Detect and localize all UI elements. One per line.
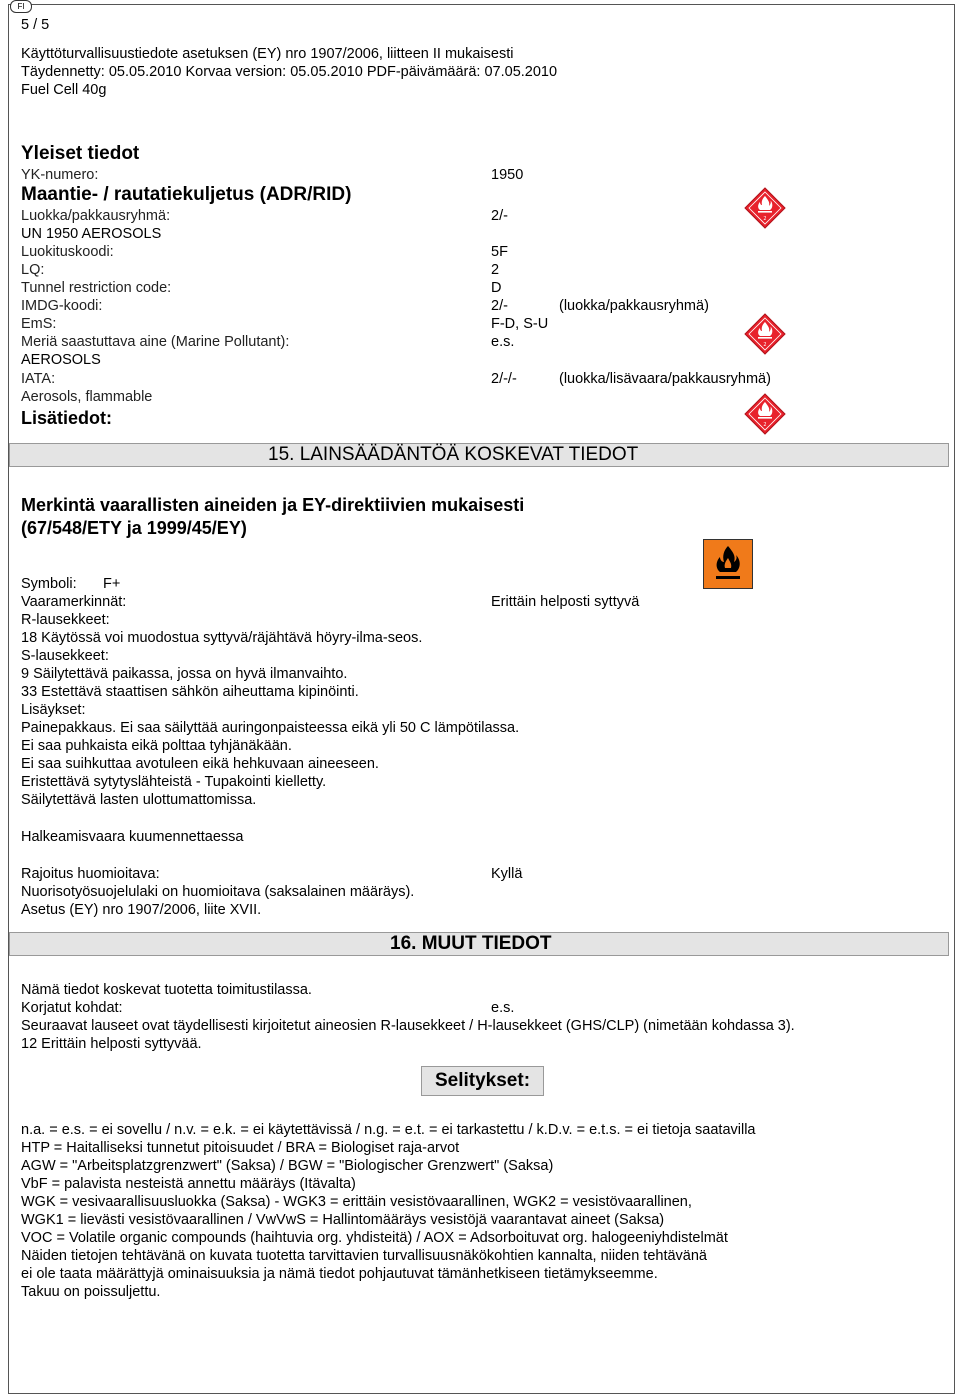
delivery-state-note: Nämä tiedot koskevat tuotetta toimitustilassa. [21, 982, 312, 998]
s-phrase-9: 9 Säilytettävä paikassa, jossa on hyvä ilmanvaihto. [21, 666, 348, 682]
language-badge: FI [10, 0, 32, 13]
youth-protection-note: Nuorisotyösuojelulaki on huomioitava (saksalainen määräys). [21, 884, 415, 900]
legend-line: ei ole taata määrättyjä ominaisuuksia ja nämä tiedot pohjautuvat tämänhetkiseen tietämykseemme. [21, 1266, 658, 1282]
legend-line: AGW = "Arbeitsplatzgrenzwert" (Saksa) / BGW = "Biologischer Grenzwert" (Saksa) [21, 1158, 554, 1174]
ems-value: F-D, S-U [491, 316, 549, 332]
corrected-sections-value: e.s. [491, 1000, 515, 1016]
imdg-note: (luokka/pakkausryhmä) [559, 298, 709, 314]
flame-diamond-icon [744, 313, 786, 355]
classification-code-value: 5F [491, 244, 508, 260]
legend-title: Selitykset: [421, 1066, 544, 1096]
lq-value: 2 [491, 262, 500, 278]
regulation-line: Käyttöturvallisuustiedote asetuksen (EY) nro 1907/2006, liitteen II mukaisesti [21, 46, 514, 62]
legend-line: WGK = vesivaarallisuusluokka (Saksa) - WGK3 = erittäin vesistövaarallinen, WGK2 = vesistövaarallinen, [21, 1194, 692, 1210]
symbol-value: F+ [103, 576, 121, 592]
restriction-value: Kyllä [491, 866, 523, 882]
classification-code-label: Luokituskoodi: [21, 244, 114, 260]
road-transport-heading: Maantie- / rautatiekuljetus (ADR/RID) [21, 184, 352, 205]
tunnel-code-label: Tunnel restriction code: [21, 280, 172, 296]
addition-line: Säilytettävä lasten ulottumattomissa. [21, 792, 257, 808]
ems-label: EmS: [21, 316, 57, 332]
restriction-label: Rajoitus huomioitava: [21, 866, 160, 882]
r-phrases-label: R-lausekkeet: [21, 612, 110, 628]
tunnel-code-value: D [491, 280, 502, 296]
iata-note: (luokka/lisävaara/pakkausryhmä) [559, 371, 771, 387]
imdg-label: IMDG-koodi: [21, 298, 103, 314]
un-number-value: 1950 [491, 167, 524, 183]
imdg-value: 2/- [491, 298, 508, 314]
phrase-12: 12 Erittäin helposti syttyvää. [21, 1036, 202, 1052]
lq-label: LQ: [21, 262, 45, 278]
corrected-sections-label: Korjatut kohdat: [21, 1000, 123, 1016]
symbol-label: Symboli: [21, 576, 77, 592]
svg-text:2: 2 [763, 342, 767, 348]
flame-diamond-icon [744, 187, 786, 229]
section-15-title: 15. LAINSÄÄDÄNTÖÄ KOSKEVAT TIEDOT [268, 444, 639, 465]
product-name: Fuel Cell 40g [21, 82, 107, 98]
addition-line: Ei saa suihkuttaa avotuleen eikä hehkuvaan aineeseen. [21, 756, 379, 772]
un-number-label: YK-numero: [21, 167, 99, 183]
marine-pollutant-label: Meriä saastuttava aine (Marine Pollutant): [21, 334, 290, 350]
reach-annex-note: Asetus (EY) nro 1907/2006, liite XVII. [21, 902, 262, 918]
section-16-title: 16. MUUT TIEDOT [390, 933, 552, 954]
iata-proper-name: Aerosols, flammable [21, 389, 153, 405]
addition-line: Eristettävä sytytyslähteistä - Tupakointi kielletty. [21, 774, 327, 790]
labelling-directives: (67/548/ETY ja 1999/45/EY) [21, 518, 247, 538]
labelling-heading: Merkintä vaarallisten aineiden ja EY-direktiivien mukaisesti [21, 495, 525, 515]
phrases-note: Seuraavat lauseet ovat täydellisesti kirjoitetut aineosien R-lausekkeet / H-lausekkeet (GHS/CLP) (nimetään kohdassa 3). [21, 1018, 795, 1034]
addition-line: Painepakkaus. Ei saa säilyttää auringonpaisteessa eikä yli 50 C lämpötilassa. [21, 720, 520, 736]
un-proper-name: UN 1950 AEROSOLS [21, 226, 162, 242]
dates-line: Täydennetty: 05.05.2010 Korvaa version: 05.05.2010 PDF-päivämäärä: 07.05.2010 [21, 64, 558, 80]
marine-pollutant-value: e.s. [491, 334, 515, 350]
legend-line: HTP = Haitalliseksi tunnetut pitoisuudet / BRA = Biologiset raja-arvot [21, 1140, 460, 1156]
additional-info-heading: Lisätiedot: [21, 408, 113, 428]
legend-line: Näiden tietojen tehtävänä on kuvata tuotetta tarvittavien turvallisuusnäkökohtien kannalta, niiden tehtävänä [21, 1248, 707, 1264]
hazard-designation-label: Vaaramerkinnät: [21, 594, 127, 610]
additions-label: Lisäykset: [21, 702, 86, 718]
legend-line: Takuu on poissuljettu. [21, 1284, 161, 1300]
page-number: 5 / 5 [21, 17, 50, 33]
iata-label: IATA: [21, 371, 56, 387]
iata-value: 2/-/- [491, 371, 517, 387]
svg-text:2: 2 [763, 422, 767, 428]
imdg-proper-name: AEROSOLS [21, 352, 101, 368]
flammable-symbol-icon [703, 539, 753, 589]
flame-diamond-icon [744, 393, 786, 435]
general-info-heading: Yleiset tiedot [21, 143, 140, 164]
legend-line: VOC = Volatile organic compounds (haihtuvia org. yhdisteitä) / AOX = Adsorboituvat org. halogeeniyhdistelmät [21, 1230, 728, 1246]
r-phrase-18: 18 Käytössä voi muodostua syttyvä/räjähtävä höyry-ilma-seos. [21, 630, 423, 646]
burst-warning: Halkeamisvaara kuumennettaessa [21, 829, 244, 845]
legend-line: WGK1 = lievästi vesistövaarallinen / VwVwS = Hallintomääräys vesistöjä vaarantavat aineet (Saksa) [21, 1212, 665, 1228]
addition-line: Ei saa puhkaista eikä polttaa tyhjänäkään. [21, 738, 292, 754]
s-phrases-label: S-lausekkeet: [21, 648, 109, 664]
class-packing-value: 2/- [491, 208, 508, 224]
class-packing-label: Luokka/pakkausryhmä: [21, 208, 171, 224]
s-phrase-33: 33 Estettävä staattisen sähkön aiheuttama kipinöinti. [21, 684, 359, 700]
hazard-designation-value: Erittäin helposti syttyvä [491, 594, 640, 610]
legend-line: n.a. = e.s. = ei sovellu / n.v. = e.k. = ei käytettävissä / n.g. = e.t. = ei tarkastettu / k.D.v. = e.t.s. = ei tietoja saatavilla [21, 1122, 756, 1138]
svg-text:2: 2 [763, 216, 767, 222]
legend-line: VbF = palavista nesteistä annettu määräys (Itävalta) [21, 1176, 356, 1192]
